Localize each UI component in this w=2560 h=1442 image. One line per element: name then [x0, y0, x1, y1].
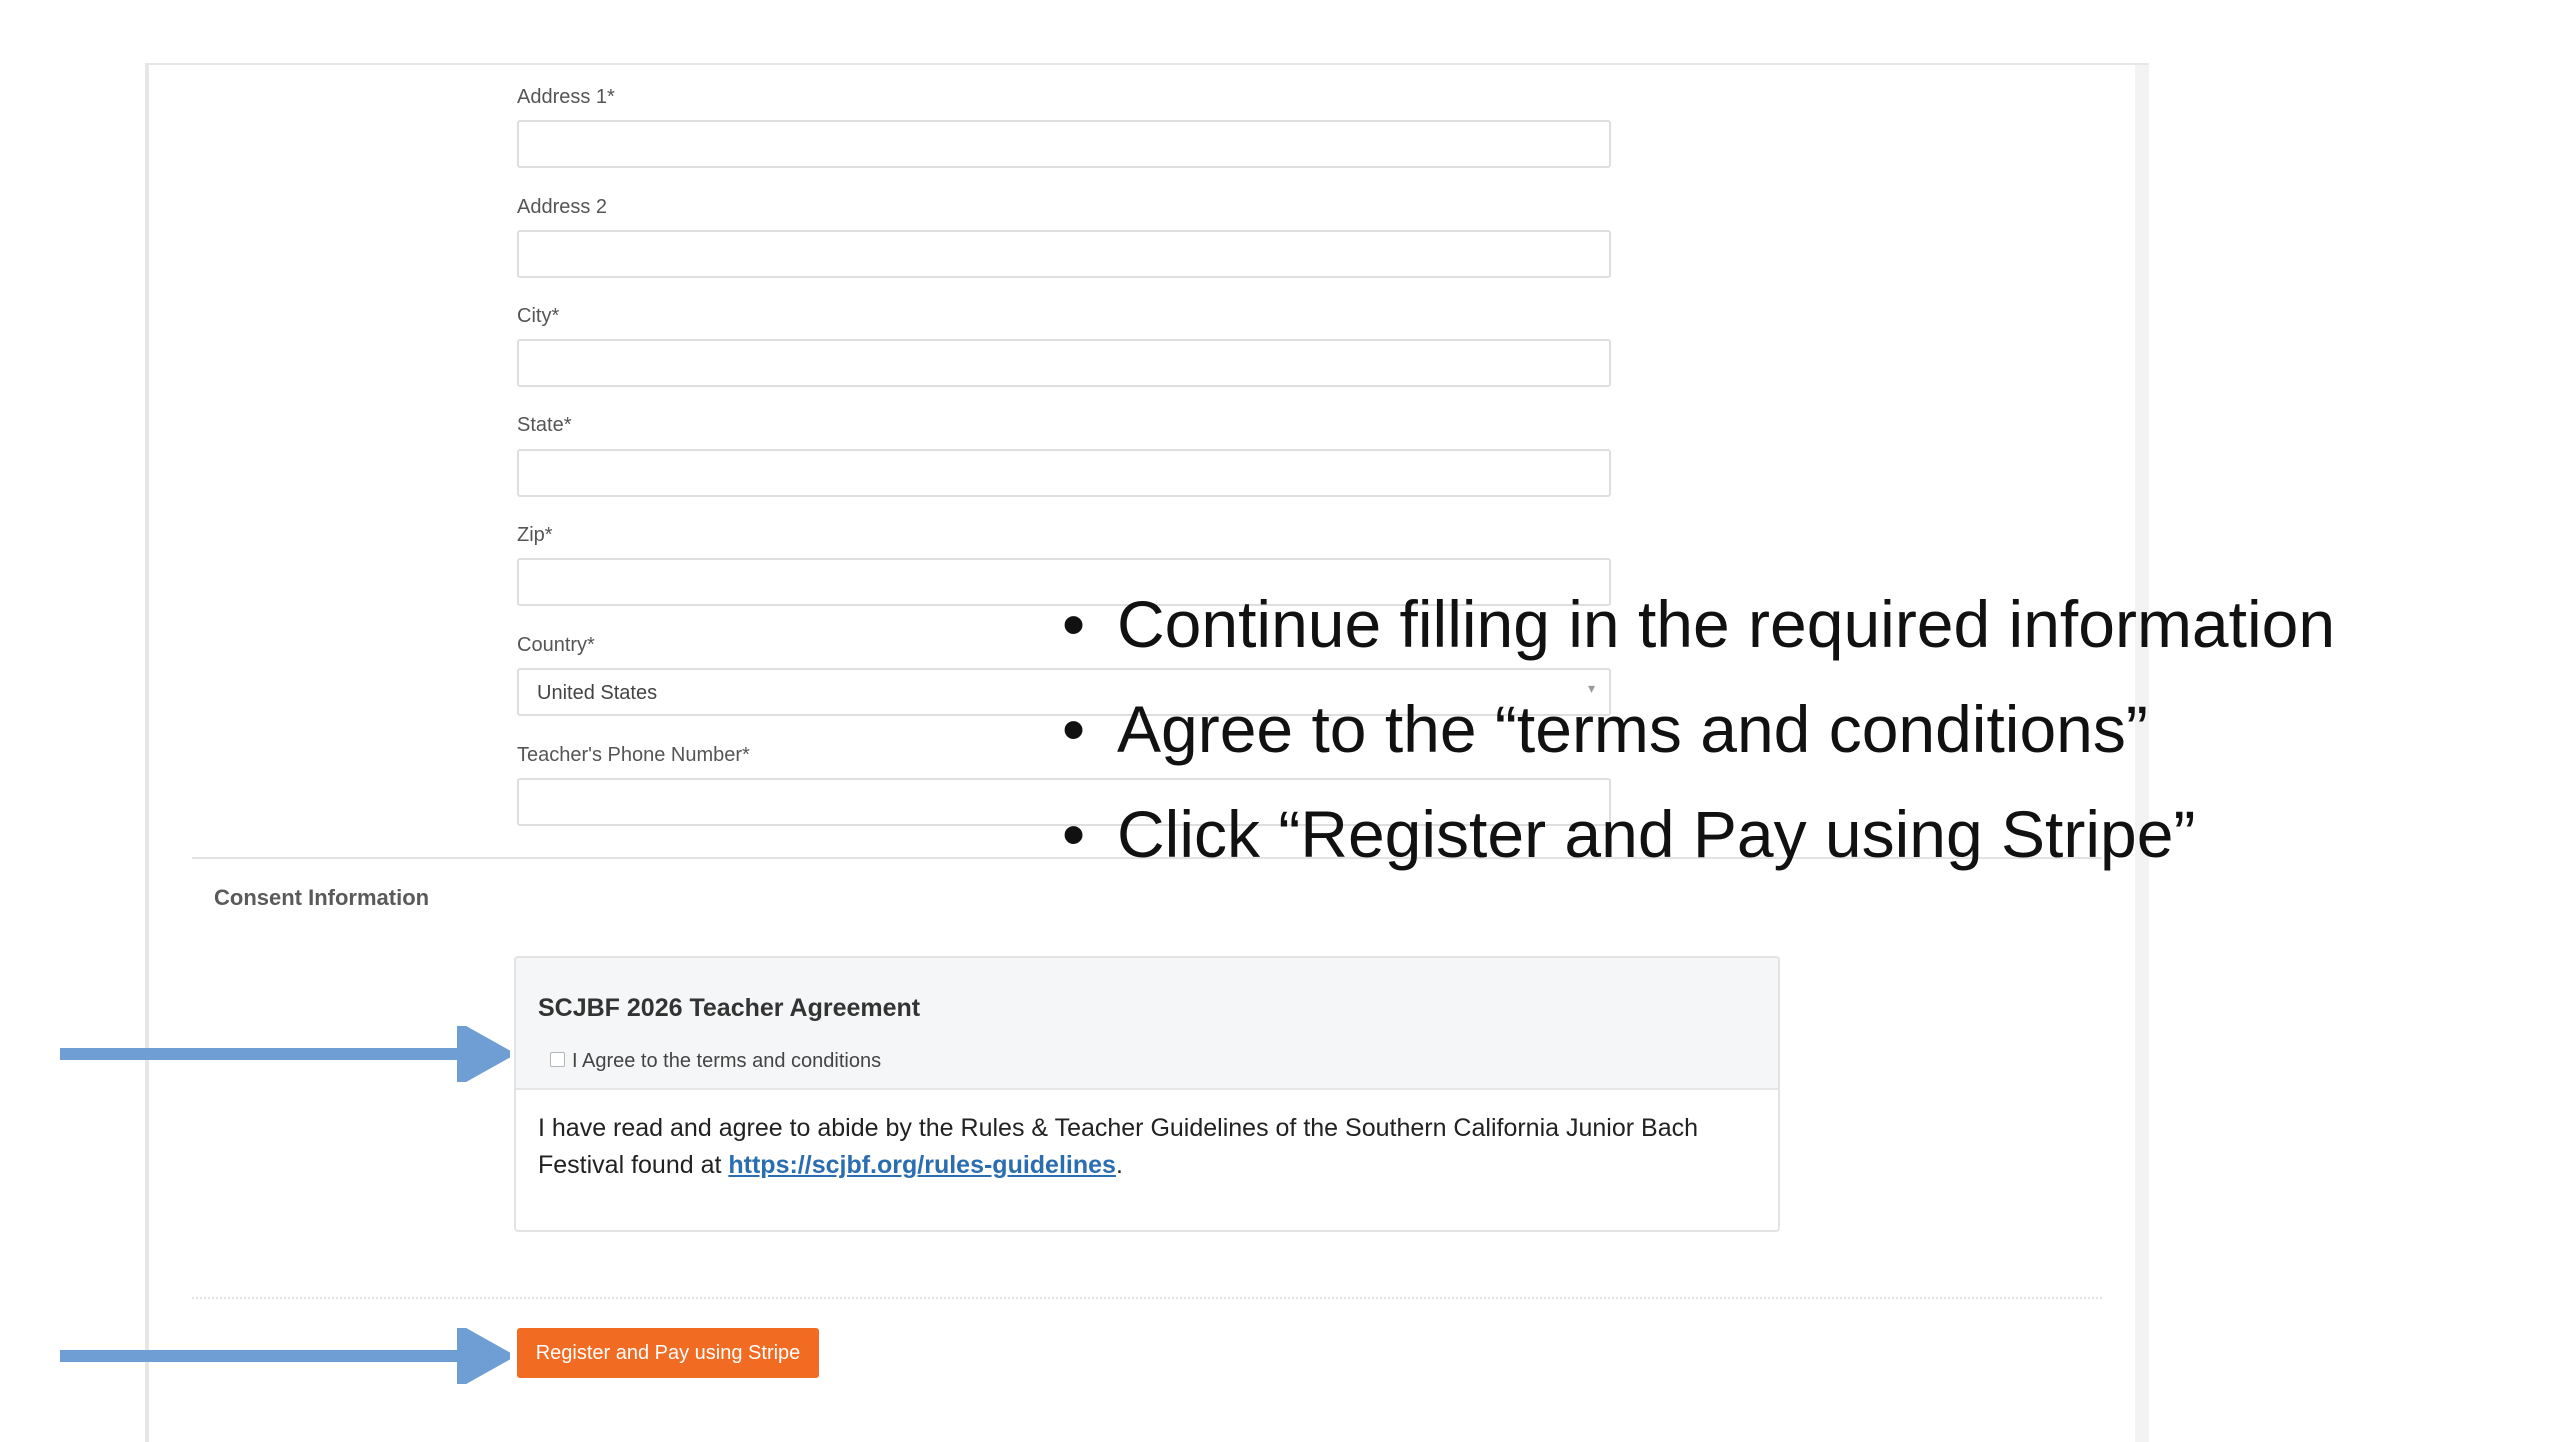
- instruction-text: Continue filling in the required information: [1117, 587, 2336, 661]
- address2-label: Address 2: [517, 196, 608, 218]
- register-pay-stripe-button[interactable]: Register and Pay using Stripe: [517, 1328, 819, 1378]
- agree-checkbox-label[interactable]: I Agree to the terms and conditions: [572, 1050, 882, 1072]
- chevron-down-icon: ▾: [1587, 680, 1595, 696]
- zip-label: Zip*: [517, 524, 553, 546]
- country-label: Country*: [517, 634, 595, 656]
- instruction-item: [1062, 782, 2335, 887]
- rules-guidelines-link[interactable]: https://scjbf.org/rules-guidelines: [728, 1151, 1116, 1179]
- agreement-body-text-main: I have read and agree to abide by the Rules & Teacher Guidelines of the Southern California Junior Bach Festival found at: [538, 1114, 1698, 1179]
- bullet-icon: •: [1062, 692, 1086, 766]
- city-input[interactable]: [517, 339, 1611, 387]
- address1-input[interactable]: [517, 120, 1611, 168]
- address2-input[interactable]: [517, 230, 1611, 278]
- consent-section-heading: Consent Information: [214, 885, 430, 910]
- instruction-text: Click “Register and Pay using Stripe”: [1117, 797, 2196, 871]
- agreement-title: SCJBF 2026 Teacher Agreement: [538, 994, 921, 1022]
- register-pointer-arrow-icon: [60, 1328, 510, 1384]
- bullet-icon: •: [1062, 587, 1086, 661]
- section-divider-dotted: [192, 1297, 2102, 1299]
- country-select-value: United States: [537, 682, 658, 704]
- address1-label: Address 1*: [517, 86, 615, 108]
- instruction-item: [1062, 677, 2335, 782]
- checkbox-pointer-arrow-icon: [60, 1026, 510, 1082]
- agreement-card-header: [516, 958, 1778, 1090]
- state-input[interactable]: [517, 449, 1611, 497]
- phone-label: Teacher's Phone Number*: [517, 744, 750, 766]
- bullet-icon: •: [1062, 797, 1086, 871]
- agreement-body-text-end: .: [1115, 1151, 1123, 1179]
- city-label: City*: [517, 305, 560, 327]
- instruction-list: [1062, 572, 2335, 887]
- instruction-item: [1062, 572, 2335, 677]
- agreement-card: [514, 956, 1780, 1232]
- agreement-body-text: [538, 1110, 1718, 1184]
- instruction-text: Agree to the “terms and conditions”: [1117, 692, 2148, 766]
- agree-checkbox[interactable]: [550, 1052, 565, 1067]
- state-label: State*: [517, 414, 572, 436]
